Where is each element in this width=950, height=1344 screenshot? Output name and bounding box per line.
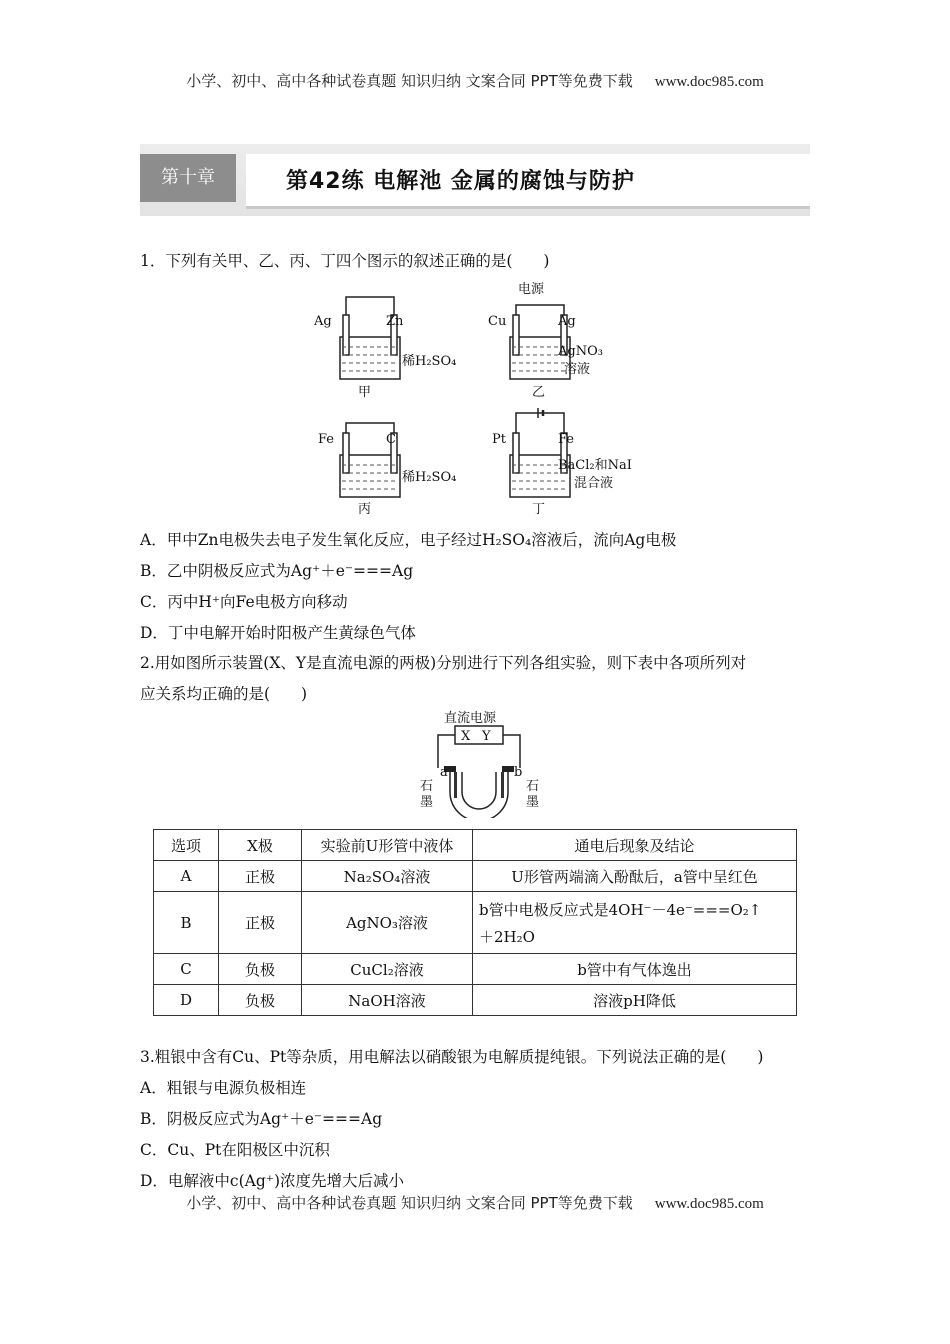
- row-c-pole: 负极: [219, 954, 302, 985]
- jia-solution-label: 稀H₂SO₄: [402, 354, 457, 369]
- ding-right-label: Fe: [558, 432, 575, 447]
- graphite-left-2: 墨: [420, 795, 434, 810]
- table-row: [154, 861, 797, 892]
- header-text: 小学、初中、高中各种试卷真题 知识归纳 文案合同 PPT等免费下载: [186, 72, 633, 90]
- q2-table: [153, 829, 797, 1016]
- row-a-option: A: [154, 861, 219, 892]
- jia-electrode-left: [343, 315, 349, 355]
- yi-solution-label-2: 溶液: [564, 362, 591, 377]
- row-d-result: 溶液pH降低: [473, 985, 797, 1016]
- ding-solution-label-2: 混合液: [574, 476, 614, 491]
- title-box: [246, 154, 810, 209]
- bing-left-label: Fe: [318, 432, 335, 447]
- footer-site: www.doc985.com: [654, 1196, 764, 1212]
- bing-caption: 丙: [358, 502, 372, 517]
- q1-option-d: D．丁中电解开始时阳极产生黄绿色气体: [140, 624, 416, 642]
- graphite-right-1: 石: [526, 779, 540, 794]
- th-option: 选项: [154, 830, 219, 861]
- tube-b-label: b: [514, 765, 523, 780]
- footer-text: 小学、初中、高中各种试卷真题 知识归纳 文案合同 PPT等免费下载: [186, 1194, 633, 1212]
- pole-y-label: Y: [482, 729, 491, 744]
- q2-stem-line1: 2.用如图所示装置(X、Y是直流电源的两极)分别进行下列各组实验，则下表中各项所列对: [140, 654, 747, 672]
- q3-option-c: C．Cu、Pt在阳极区中沉积: [140, 1141, 330, 1159]
- q2-stem-line2: 应关系均正确的是( ): [140, 685, 308, 703]
- table-row: [154, 985, 797, 1016]
- row-b-result-line2: ＋2H₂O: [479, 927, 535, 946]
- bing-solution-label: 稀H₂SO₄: [402, 470, 457, 485]
- bing-right-label: C: [386, 432, 396, 447]
- ding-left-label: Pt: [492, 432, 506, 447]
- q3-stem: 3.粗银中含有Cu、Pt等杂质，用电解法以硝酸银为电解质提纯银。下列说法正确的是( ): [140, 1048, 764, 1066]
- row-c-liquid: CuCl₂溶液: [302, 954, 473, 985]
- q3-option-d: D．电解液中c(Ag⁺)浓度先增大后减小: [140, 1172, 405, 1190]
- q1-option-c: C．丙中H⁺向Fe电极方向移动: [140, 593, 348, 611]
- yi-left-label: Cu: [488, 314, 507, 329]
- jia-right-label: Zn: [386, 314, 404, 329]
- yi-wire: [516, 305, 564, 327]
- q3-option-b: B．阴极反应式为Ag⁺＋e⁻===Ag: [140, 1110, 383, 1128]
- row-b-result-line1: b管中电极反应式是4OH⁻－4e⁻===O₂↑: [479, 900, 762, 919]
- page-header: [0, 70, 950, 91]
- u-tube-inner: [462, 772, 496, 809]
- tube-a-label: a: [440, 765, 448, 780]
- graphite-right-2: 墨: [526, 795, 540, 810]
- stopper-b: [502, 766, 514, 772]
- th-x-pole: X极: [219, 830, 302, 861]
- th-liquid: 实验前U形管中液体: [302, 830, 473, 861]
- yi-power-label: 电源: [518, 282, 545, 297]
- ding-electrode-left: [513, 433, 519, 473]
- wire-right: [503, 735, 520, 768]
- row-c-result: b管中有气体逸出: [473, 954, 797, 985]
- wire-left: [438, 735, 455, 768]
- electrode-b: [501, 772, 504, 798]
- header-site: www.doc985.com: [654, 74, 764, 90]
- q1-stem: 1．下列有关甲、乙、丙、丁四个图示的叙述正确的是( ): [140, 252, 550, 270]
- jia-caption: 甲: [358, 385, 372, 400]
- row-b-option: B: [154, 892, 219, 954]
- pole-x-label: X: [461, 729, 471, 744]
- row-d-pole: 负极: [219, 985, 302, 1016]
- q3-option-a: A．粗银与电源负极相连: [140, 1079, 307, 1097]
- row-a-pole: 正极: [219, 861, 302, 892]
- yi-caption: 乙: [532, 385, 546, 400]
- row-d-option: D: [154, 985, 219, 1016]
- q1-figure: [300, 275, 680, 520]
- u-tube-outer: [450, 772, 508, 818]
- q1-option-a: A．甲中Zn电极失去电子发生氧化反应，电子经过H₂SO₄溶液后，流向Ag电极: [140, 531, 677, 549]
- row-b-liquid: AgNO₃溶液: [302, 892, 473, 954]
- q1-option-b: B．乙中阴极反应式为Ag⁺＋e⁻===Ag: [140, 562, 414, 580]
- table-row: [154, 892, 797, 954]
- dc-power-label: 直流电源: [444, 711, 497, 726]
- electrode-a: [454, 772, 457, 798]
- table-row: [154, 954, 797, 985]
- chapter-label: 第十章: [140, 154, 236, 202]
- chapter-banner: [140, 144, 810, 216]
- row-c-option: C: [154, 954, 219, 985]
- row-b-pole: 正极: [219, 892, 302, 954]
- table-header-row: [154, 830, 797, 861]
- yi-electrode-left: [513, 315, 519, 355]
- th-result: 通电后现象及结论: [473, 830, 797, 861]
- ding-wire: [516, 413, 564, 445]
- ding-caption: 丁: [532, 502, 546, 517]
- page-footer: [0, 1192, 950, 1213]
- yi-right-label: Ag: [558, 314, 576, 329]
- row-a-result: U形管两端滴入酚酞后，a管中呈红色: [473, 861, 797, 892]
- row-b-result: [473, 892, 797, 954]
- q2-figure: [410, 706, 550, 818]
- ding-solution-label-1: BaCl₂和NaI: [558, 458, 632, 473]
- row-a-liquid: Na₂SO₄溶液: [302, 861, 473, 892]
- jia-left-label: Ag: [314, 314, 332, 329]
- graphite-left-1: 石: [420, 779, 434, 794]
- bing-electrode-left: [343, 433, 349, 473]
- row-d-liquid: NaOH溶液: [302, 985, 473, 1016]
- yi-solution-label-1: AgNO₃: [558, 344, 603, 359]
- page-title: 第42练 电解池 金属的腐蚀与防护: [286, 169, 635, 194]
